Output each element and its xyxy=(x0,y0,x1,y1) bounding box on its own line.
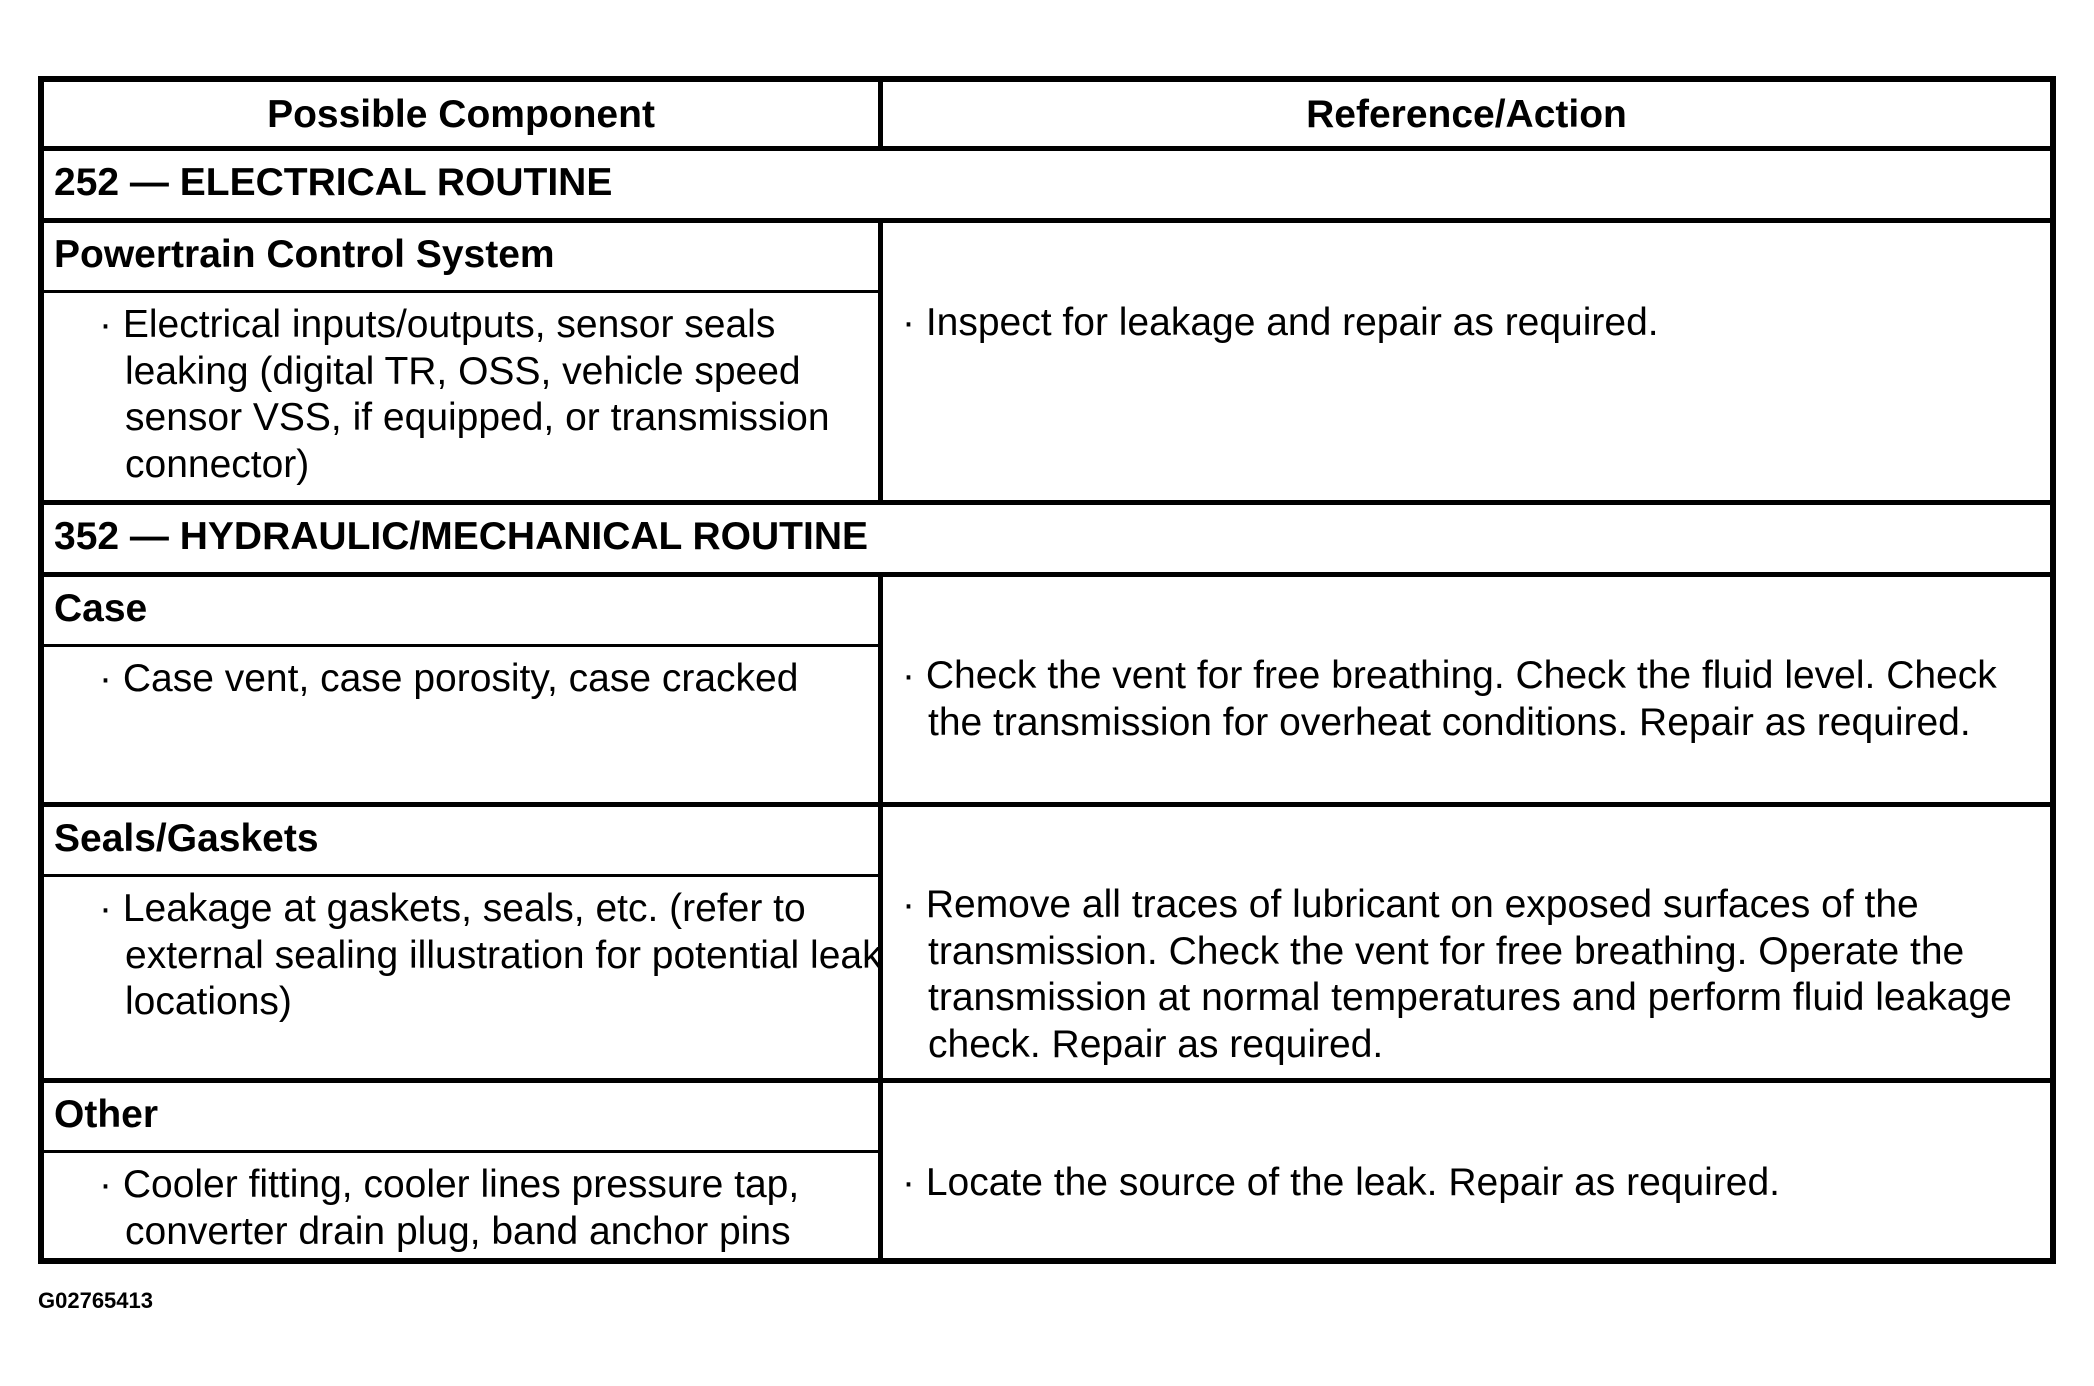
bullet-mark: · xyxy=(99,657,112,700)
rule-cat2-bottom xyxy=(44,644,878,647)
component-item xyxy=(99,302,900,488)
bullet-mark: · xyxy=(99,887,112,930)
header-possible-component: Possible Component xyxy=(267,93,655,136)
action-item xyxy=(902,300,2068,347)
diagnosis-table xyxy=(38,76,2056,1264)
bullet-mark: · xyxy=(902,654,915,697)
rule-group1-bottom xyxy=(44,500,2050,505)
component-item xyxy=(99,656,900,703)
rule-cat3-bottom xyxy=(44,874,878,877)
category-label: Other xyxy=(54,1093,159,1136)
component-text: Case vent, case porosity, case cracked xyxy=(122,657,799,700)
component-item xyxy=(99,1162,900,1255)
rule-header-bottom xyxy=(44,146,2050,151)
category-label: Seals/Gaskets xyxy=(54,817,319,860)
bullet-mark: · xyxy=(902,1161,915,1204)
rule-group2-bottom xyxy=(44,802,2050,807)
action-item xyxy=(902,882,2078,1068)
action-text: Inspect for leakage and repair as required. xyxy=(925,301,1659,344)
rule-section1-bottom xyxy=(44,218,2050,223)
header-reference-action: Reference/Action xyxy=(1306,93,1627,136)
component-item xyxy=(99,886,900,1026)
figure-id: G02765413 xyxy=(38,1288,153,1313)
rule-section2-bottom xyxy=(44,572,2050,577)
component-text: Electrical inputs/outputs, sensor seals leaking (digital TR, OSS, vehicle speed sensor VSS, if equipped, or transmission connector) xyxy=(122,303,830,486)
action-text: Remove all traces of lubricant on exposed surfaces of the transmission. Check the vent for free breathing. Operate the transmission at normal temperatures and perform fluid leakage check. Repair as required. xyxy=(925,883,2012,1066)
rule-group3-bottom xyxy=(44,1078,2050,1083)
rule-cat1-bottom xyxy=(44,290,878,293)
bullet-mark: · xyxy=(902,301,915,344)
action-text: Locate the source of the leak. Repair as required. xyxy=(925,1161,1781,1204)
bullet-mark: · xyxy=(99,1163,112,1206)
category-label: Case xyxy=(54,587,148,630)
bullet-mark: · xyxy=(902,883,915,926)
rule-cat4-bottom xyxy=(44,1150,878,1153)
bullet-mark: · xyxy=(99,303,112,346)
action-text: Check the vent for free breathing. Check the fluid level. Check the transmission for overheat conditions. Repair as required. xyxy=(925,654,1997,744)
component-text: Cooler fitting, cooler lines pressure tap, converter drain plug, band anchor pins xyxy=(122,1163,800,1253)
action-item xyxy=(902,1160,2068,1207)
category-label: Powertrain Control System xyxy=(54,233,555,276)
section-title: 352 — HYDRAULIC/MECHANICAL ROUTINE xyxy=(54,515,869,558)
component-text: Leakage at gaskets, seals, etc. (refer to external sealing illustration for potential leak locations) xyxy=(122,887,882,1023)
action-item xyxy=(902,653,2058,746)
section-title: 252 — ELECTRICAL ROUTINE xyxy=(54,161,613,204)
